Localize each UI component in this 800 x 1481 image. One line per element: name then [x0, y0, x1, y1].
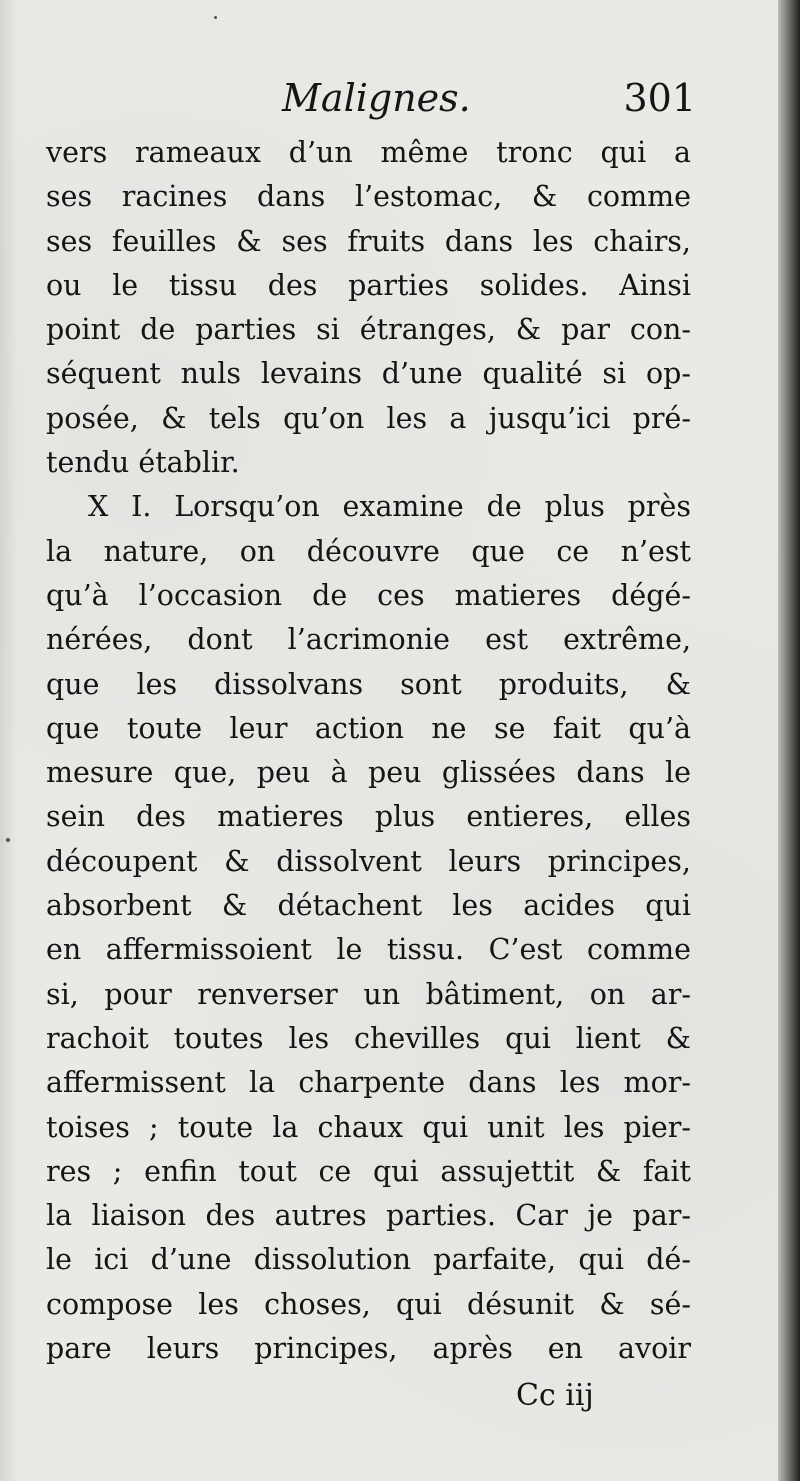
text-line: en affermissoient le tissu. C’est comme	[46, 933, 691, 967]
text-line: compose les choses, qui désunit & sé-	[46, 1287, 691, 1321]
text-line: le ici d’une dissolution parfaite, qui dé-	[46, 1243, 691, 1277]
text-line: la nature, on découvre que ce n’est	[46, 534, 691, 568]
text-line: posée, & tels qu’on les a jusqu’ici pré-	[46, 401, 691, 435]
text-line: ou le tissu des parties solides. Ainsi	[46, 268, 691, 302]
text-line: ses feuilles & ses fruits dans les chairs,	[46, 224, 691, 258]
text-line: nérées, dont l’acrimonie est extrême,	[46, 623, 691, 657]
book-spine-shadow	[778, 0, 800, 1481]
text-line: mesure que, peu à peu glissées dans le	[46, 756, 691, 790]
text-line: toises ; toute la chaux qui unit les pier-	[46, 1110, 691, 1144]
page-number: 301	[623, 76, 696, 120]
page-header	[46, 76, 696, 136]
paper-speck	[214, 16, 217, 19]
text-line: la liaison des autres parties. Car je par-	[46, 1199, 691, 1233]
text-line: absorbent & détachent les acides qui	[46, 889, 691, 923]
text-line: ses racines dans l’estomac, & comme	[46, 180, 691, 214]
text-line: affermissent la charpente dans les mor-	[46, 1066, 691, 1100]
text-line: sein des matieres plus entieres, elles	[46, 800, 691, 834]
text-line: que toute leur action ne se fait qu’à	[46, 711, 691, 745]
text-line: tendu établir.	[46, 446, 240, 480]
text-line: séquent nuls levains d’une qualité si op-	[46, 357, 691, 391]
text-line: vers rameaux d’un même tronc qui a	[46, 136, 691, 169]
text-line: découpent & dissolvent leurs principes,	[46, 844, 691, 878]
text-line: res ; enfin tout ce qui assujettit & fait	[46, 1154, 691, 1188]
page-edge-shadow	[0, 0, 18, 1481]
text-line: point de parties si étranges, & par con-	[46, 313, 691, 347]
text-line: pare leurs principes, après en avoir	[46, 1332, 691, 1366]
text-line: que les dissolvans sont produits, &	[46, 667, 691, 701]
body-text	[46, 131, 691, 1371]
paper-speck	[6, 838, 10, 842]
text-line: si, pour renverser un bâtiment, on ar-	[46, 977, 691, 1011]
running-head: Malignes.	[282, 76, 471, 120]
section-start-line: X I. Lorsqu’on examine de plus près	[88, 490, 691, 524]
signature-mark: Cc iij	[516, 1378, 594, 1413]
text-line: rachoit toutes les chevilles qui lient &	[46, 1021, 691, 1055]
text-line: qu’à l’occasion de ces matieres dégé-	[46, 578, 691, 612]
